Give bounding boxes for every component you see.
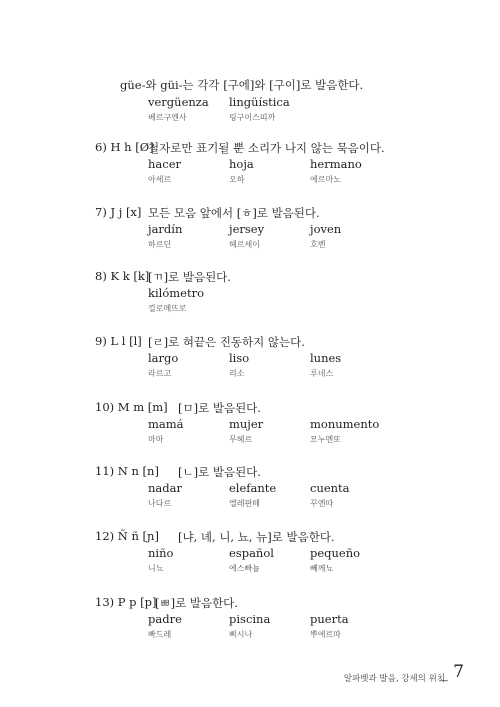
word-es: jardín bbox=[148, 222, 183, 236]
entry-desc: [ㄲ]로 발음된다. bbox=[148, 270, 231, 284]
word-es: liso bbox=[229, 351, 250, 365]
word-es: piscina bbox=[229, 612, 271, 626]
word-es: puerta bbox=[310, 612, 349, 626]
word-es: hoja bbox=[229, 157, 254, 171]
word-es: cuenta bbox=[310, 481, 350, 495]
word-ko: 에스빠뇰 bbox=[229, 564, 260, 573]
word-es: niño bbox=[148, 546, 174, 560]
word-es: vergüenza bbox=[148, 95, 209, 109]
entry-letter: 6) H h [Ø] bbox=[95, 140, 154, 154]
word-es: lingüística bbox=[229, 95, 290, 109]
word-ko: 링구이스띠까 bbox=[229, 113, 276, 122]
word-ko: 라르고 bbox=[148, 369, 172, 378]
entry-desc: 철자로만 표기될 뿐 소리가 나지 않는 묵음이다. bbox=[148, 141, 385, 155]
word-es: padre bbox=[148, 612, 182, 626]
word-es: mamá bbox=[148, 417, 184, 431]
word-ko: 모누멘또 bbox=[310, 435, 341, 444]
word-ko: 호벤 bbox=[310, 240, 326, 249]
word-ko: 에르마노 bbox=[310, 175, 341, 184]
entry-letter: 8) K k [k] bbox=[95, 269, 150, 283]
word-ko: 뿌에르따 bbox=[310, 630, 341, 639]
word-ko: 삐시나 bbox=[229, 630, 253, 639]
word-ko: 마마 bbox=[148, 435, 164, 444]
word-ko: 오하 bbox=[229, 175, 245, 184]
entry-desc: [ㄴ]로 발음된다. bbox=[178, 465, 261, 479]
entry-letter: 7) J j [x] bbox=[95, 205, 142, 219]
entry-desc: [ㅃ]로 발음한다. bbox=[155, 596, 238, 610]
word-es: elefante bbox=[229, 481, 277, 495]
word-ko: 리소 bbox=[229, 369, 245, 378]
word-es: joven bbox=[310, 222, 342, 236]
word-ko: 베르구엔사 bbox=[148, 113, 187, 122]
word-ko: 엘레판떼 bbox=[229, 499, 260, 508]
word-es: hermano bbox=[310, 157, 362, 171]
entry-letter: 13) P p [p] bbox=[95, 595, 157, 609]
word-ko: 낄로메뜨로 bbox=[148, 304, 187, 313]
word-ko: 아세르 bbox=[148, 175, 172, 184]
page-number: _ 7 bbox=[439, 662, 464, 682]
word-ko: 뻬께뇨 bbox=[310, 564, 334, 573]
entry-desc: [ㅁ]로 발음된다. bbox=[178, 401, 261, 415]
word-ko: 나다르 bbox=[148, 499, 172, 508]
entry-desc: [냐, 녜, 니, 뇨, 뉴]로 발음한다. bbox=[178, 530, 335, 544]
word-es: hacer bbox=[148, 157, 182, 171]
word-ko: 무헤르 bbox=[229, 435, 253, 444]
word-ko: 하르딘 bbox=[148, 240, 172, 249]
word-es: mujer bbox=[229, 417, 264, 431]
word-ko: 니뇨 bbox=[148, 564, 164, 573]
word-es: largo bbox=[148, 351, 179, 365]
word-es: kilómetro bbox=[148, 286, 205, 300]
intro-text: güe-와 güi-는 각각 [구에]와 [구이]로 발음한다. bbox=[120, 78, 364, 92]
word-ko: 꾸엔따 bbox=[310, 499, 334, 508]
word-es: pequeño bbox=[310, 546, 361, 560]
entry-desc: 모든 모음 앞에서 [ㅎ]로 발음된다. bbox=[148, 206, 320, 220]
word-es: lunes bbox=[310, 351, 342, 365]
word-es: monumento bbox=[310, 417, 380, 431]
word-es: español bbox=[229, 546, 274, 560]
word-ko: 루네스 bbox=[310, 369, 334, 378]
word-es: nadar bbox=[148, 481, 182, 495]
entry-letter: 11) N n [n] bbox=[95, 464, 159, 478]
entry-desc: [ㄹ]로 혀끝은 진동하지 않는다. bbox=[148, 335, 305, 349]
word-ko: 빠드레 bbox=[148, 630, 172, 639]
entry-letter: 12) Ñ ñ [ɲ] bbox=[95, 529, 159, 543]
footer-title: 알파벳과 발음, 강세의 위치 bbox=[343, 674, 445, 684]
word-es: jersey bbox=[229, 222, 265, 236]
entry-letter: 10) M m [m] bbox=[95, 400, 168, 414]
entry-letter: 9) L l [l] bbox=[95, 334, 142, 348]
word-ko: 헤르세이 bbox=[229, 240, 260, 249]
